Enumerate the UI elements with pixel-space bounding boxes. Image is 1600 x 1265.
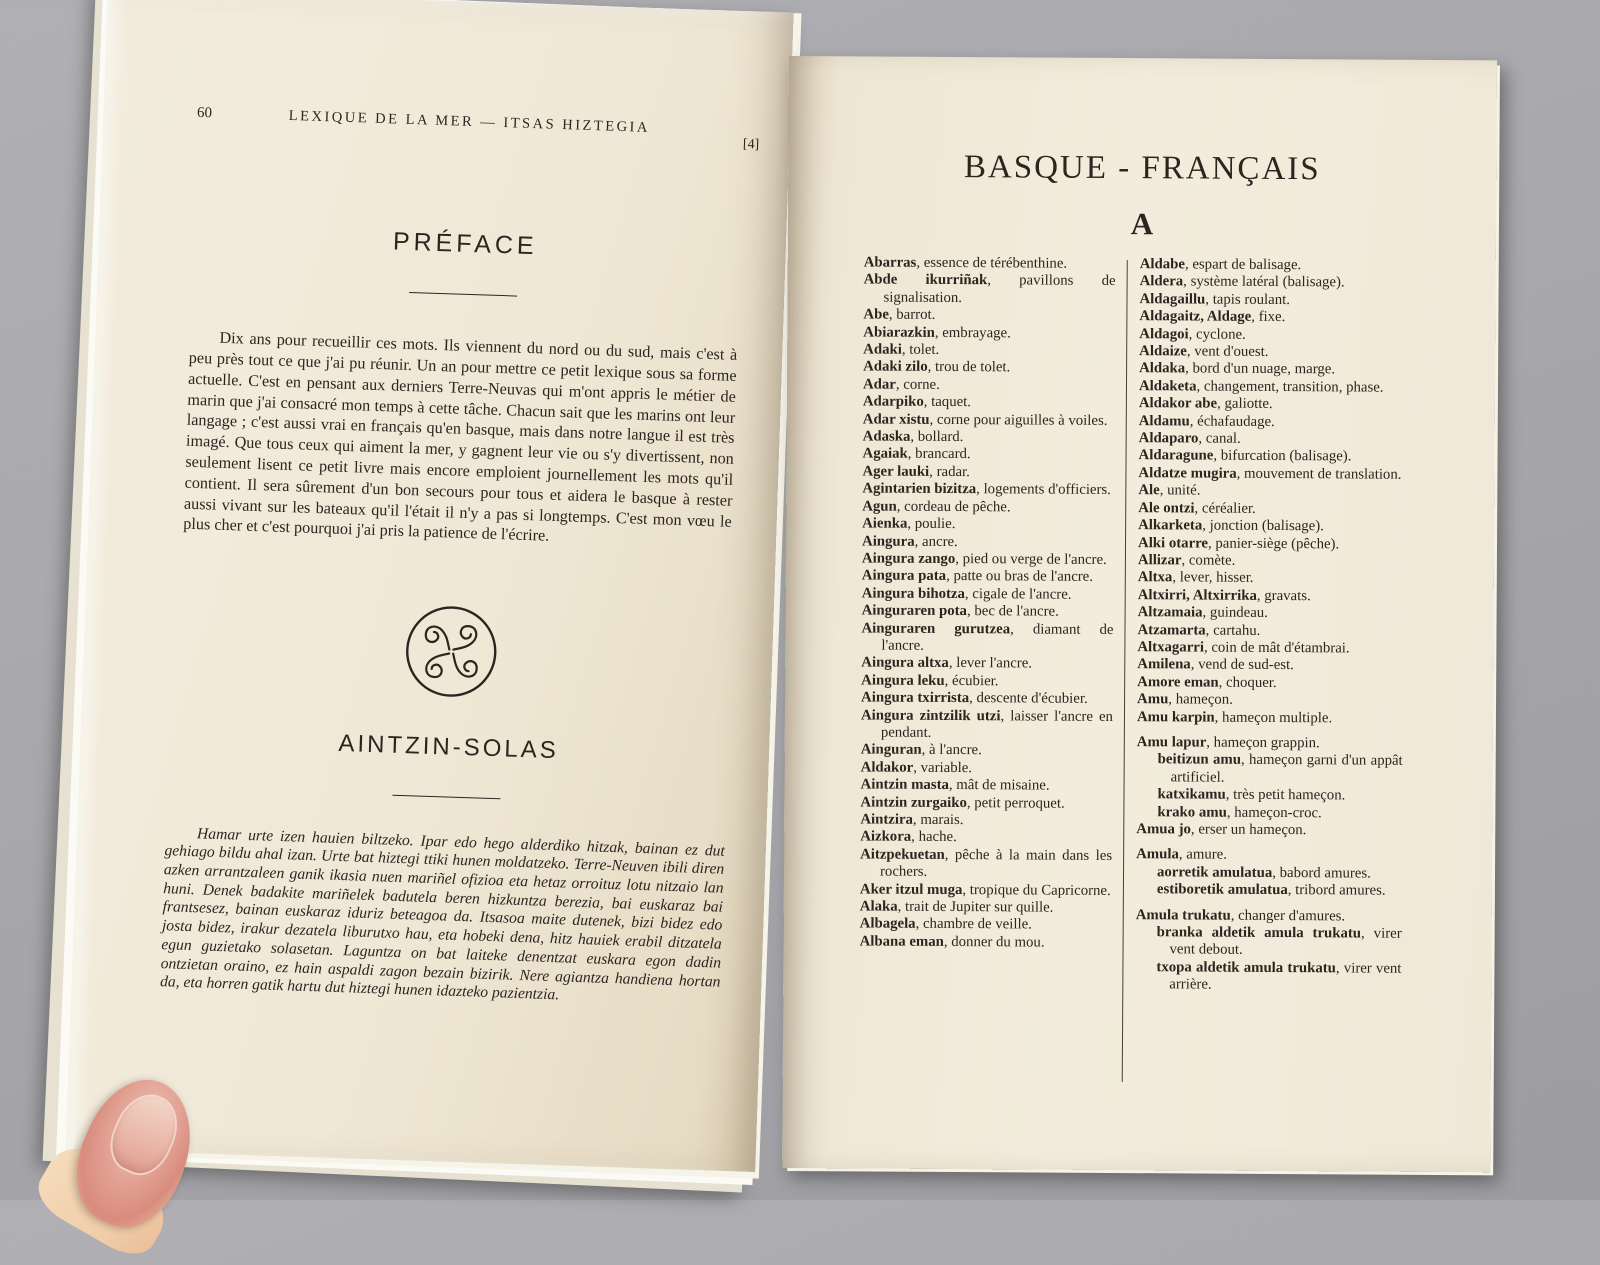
dictionary-entry: Adaki, tolet. [863, 341, 940, 358]
dictionary-entry: Amore eman, choquer. [1137, 673, 1277, 691]
dictionary-entry: Aldamu, échafaudage. [1138, 412, 1275, 430]
dictionary-entry: Abde ikurriñak, pavillons de signalisation. [863, 271, 1116, 306]
dictionary-entry: Altxa, lever, hisser. [1137, 569, 1254, 587]
dictionary-entry: Altxirri, Altxirrika, gravats. [1137, 586, 1311, 604]
dictionary-entry: Aldakor, variable. [860, 759, 973, 776]
dictionary-entry: Agaiak, brancard. [862, 445, 971, 463]
preface-paragraph: Dix ans pour recueillir ces mots. Ils viennent du nord ou du sud, mais c'est à peu près tout ce que j'ai pu réunir. Un an pour mettre ce petit lexique sous sa forme actuelle. C'est en pensant aux derniers Terre-Neuvas qui m'ont appris le métier de marin que j'ai consacré mon temps à cette tâche. Chacun sait que les marins ont leur langage ; c'est aussi vrai en français qu'en basque, mais dans notre langue il est très imagé. Que tous ceux qui aiment la mer, y gagnent leur vie ou s'y divertissent, non seulement lisent ce petit livre mais encore emploient journellement les mots qu'il contient. Il sera sûrement d'un bon secours pour tous et aidera le basque à rester aussi vivant sur les bateaux qu'il l'était il n'y a pas si longtemps. C'est mon vœu le plus cher et c'est pourquoi j'ai pris la patience de l'écrire. [183, 328, 738, 546]
dictionary-entry: Amu lapur, hameçon grappin. [1136, 734, 1320, 752]
dictionary-entry: estiboretik amulatua, tribord amures. [1156, 881, 1386, 899]
dictionary-entry: Ager lauki, radar. [862, 463, 970, 480]
dictionary-entry: Alki otarre, panier-siège (pêche). [1137, 534, 1340, 552]
dictionary-entry: Amu karpin, hameçon multiple. [1136, 708, 1333, 726]
dictionary-entry: Ale ontzi, céréalier. [1138, 499, 1256, 517]
dictionary-entry: Aldagoi, cyclone. [1139, 325, 1246, 343]
dictionary-entry: Aldatze mugira, mouvement de translation. [1138, 465, 1402, 483]
dictionary-entry: txopa aldetik amula trukatu, virer vent arrière. [1156, 959, 1402, 993]
dictionary-entry: Amula, amure. [1136, 846, 1228, 864]
dictionary-entry: Ainguraren pota, bec de l'ancre. [861, 602, 1059, 620]
lauburu-icon [387, 588, 515, 716]
dictionary-entry: Aitzpekuetan, pêche à la main dans les rochers. [860, 846, 1113, 881]
dictionary-entry: Aldaragune, bifurcation (balisage). [1138, 447, 1352, 465]
dictionary-entry: Amu, hameçon. [1137, 691, 1233, 708]
page-header [196, 104, 760, 153]
dictionary-entry: Ainguran, à l'ancre. [860, 741, 982, 759]
dictionary-entry: Agintarien bizitza, logements d'officiers. [862, 480, 1111, 499]
column-divider-rule [1122, 260, 1128, 1082]
dictionary-entry: Atzamarta, cartahu. [1137, 621, 1261, 639]
dictionary-entry: Aingura zango, pied ou verge de l'ancre. [861, 550, 1107, 568]
dictionary-entry: krako amu, hameçon-croc. [1157, 803, 1322, 821]
page-number: 60 [196, 104, 213, 122]
section-letter: A [1130, 206, 1154, 242]
dictionary-entry: Aintzira, marais. [860, 811, 964, 829]
dictionary-entry: beitizun amu, hameçon garni d'un appât artificiel. [1157, 751, 1403, 786]
dictionary-entry: Aingura pata, patte ou bras de l'ancre. [861, 567, 1094, 586]
dictionary-entry: aorretik amulatua, babord amures. [1156, 864, 1371, 882]
dictionary-entry: Abarras, essence de térébenthine. [863, 254, 1068, 272]
dictionary-entry: Albana eman, donner du mou. [859, 933, 1045, 951]
dictionary-entry: Albagela, chambre de veille. [859, 915, 1032, 933]
aintzin-solas-paragraph: Hamar urte izen hauien biltzeko. Ipar edo hego alderdiko hitzak, bainan ez dut gehiago bildu ahal izan. Urte bat hiztegi ttiki hunen moldatzeko. Terre-Neuven ibili diren azken arrantzaleen ganik ikasia nuen mariñel ofizioa eta hetaz orroituz lotu nitzaio lan huni. Denek badakite mariñelek badutela beren hizkuntza berezia, bai euskaraz bai frantsesez, bainan euskaraz iduriz beteagoa da. Itsasoa maite dutenek, bizi bidez edo josta bidez, irakur dezatela liburutxo hau, eta hobeki dena, hitz hauiek erabil ditzatela egun guzietako solasetan. Laguntza on bat laiteke denentzat euskara egon dadin ontzietan oraino, ez hain aspaldi zagon bezain bizirik. Nere agiantza handiena hortan da, eta horren gatik hartu dut hiztegi hunen idazteko pazientzia. [159, 824, 726, 1004]
dictionary-entry: Aintzin masta, mât de misaine. [860, 776, 1050, 794]
dictionary-entry: Altzamaia, guindeau. [1137, 604, 1268, 622]
dictionary-entry: Ainguraren gurutzea, diamant de l'ancre. [861, 619, 1114, 654]
dictionary-entry: Abiarazkin, embrayage. [863, 324, 1011, 341]
dictionary-entry: katxikamu, très petit hameçon. [1157, 786, 1346, 804]
dictionary-entry: Abe, barrot. [863, 306, 936, 324]
dictionary-column-1 [860, 254, 1116, 952]
dictionary-entry: Aingura leku, écubier. [861, 672, 999, 690]
dictionary-entry: Adarpiko, taquet. [862, 393, 972, 411]
dictionary-entry: Amula trukatu, changer d'amures. [1135, 906, 1346, 925]
dictionary-entry: Adaki zilo, trou de tolet. [863, 358, 1011, 376]
dictionary-entry: Adar xistu, corne pour aiguilles à voiles. [862, 411, 1108, 429]
left-page-content [75, 0, 794, 1172]
dictionary-entry: Aintzin zurgaiko, petit perroquet. [860, 794, 1065, 812]
dictionary-entry: Aldaparo, canal. [1138, 430, 1241, 447]
dictionary-entry: Amua jo, erser un hameçon. [1136, 821, 1307, 839]
dictionary-entry: branka aldetik amula trukatu, virer vent debout. [1156, 924, 1402, 959]
dictionary-entry: Allizar, comète. [1137, 552, 1236, 569]
dictionary-columns [782, 254, 1495, 1138]
dictionary-entry: Aldakor abe, galiotte. [1138, 395, 1273, 413]
thumb-nail [103, 1087, 186, 1181]
right-page [782, 56, 1497, 1172]
dictionary-entry: Altxagarri, coin de mât d'étambrai. [1137, 639, 1350, 657]
dictionary-column-2 [1135, 256, 1406, 995]
dictionary-entry: Aingura bihotza, cigale de l'ancre. [861, 585, 1072, 603]
dictionary-entry: Aingura, ancre. [861, 532, 958, 550]
heading-rule [409, 292, 517, 297]
bracket-folio: [4] [742, 136, 760, 153]
left-page [75, 0, 794, 1172]
dictionary-entry: Adar, corne. [862, 376, 940, 393]
dictionary-entry: Ale, unité. [1138, 482, 1201, 499]
dictionary-entry: Aingura altxa, lever l'ancre. [861, 654, 1033, 672]
dictionary-entry: Aldagaillu, tapis roulant. [1139, 290, 1291, 308]
running-title: LEXIQUE DE LA MER — ITSAS HIZTEGIA [288, 107, 651, 136]
preface-heading: PRÉFACE [392, 227, 539, 261]
dictionary-entry: Alaka, trait de Jupiter sur quille. [859, 898, 1054, 916]
dictionary-entry: Aingura txirrista, descente d'écubier. [861, 689, 1088, 707]
dictionary-entry: Aldera, système latéral (balisage). [1139, 273, 1345, 291]
heading-rule [392, 795, 500, 800]
dictionary-title: BASQUE - FRANÇAIS [963, 149, 1321, 188]
dictionary-entry: Aingura zintzilik utzi, laisser l'ancre en pendant. [860, 707, 1114, 741]
dictionary-entry: Agun, cordeau de pêche. [862, 498, 1011, 516]
dictionary-entry: Alkarketa, jonction (balisage). [1138, 517, 1324, 535]
dictionary-entry: Aldagaitz, Aldage, fixe. [1139, 308, 1286, 326]
dictionary-entry: Aizkora, hache. [860, 828, 957, 846]
dictionary-entry: Aldabe, espart de balisage. [1139, 256, 1302, 274]
dictionary-entry: Aienka, poulie. [862, 515, 956, 533]
dictionary-entry: Aker itzul muga, tropique du Capricorne. [859, 881, 1111, 899]
dictionary-entry: Adaska, bollard. [862, 428, 964, 446]
dictionary-entry: Aldaize, vent d'ouest. [1139, 343, 1269, 360]
dictionary-entry: Aldaketa, changement, transition, phase. [1138, 377, 1384, 396]
aintzin-solas-heading: AINTZIN-SOLAS [338, 729, 560, 765]
dictionary-entry: Aldaka, bord d'un nuage, marge. [1139, 360, 1336, 378]
dictionary-entry: Amilena, vend de sud-est. [1137, 656, 1294, 674]
